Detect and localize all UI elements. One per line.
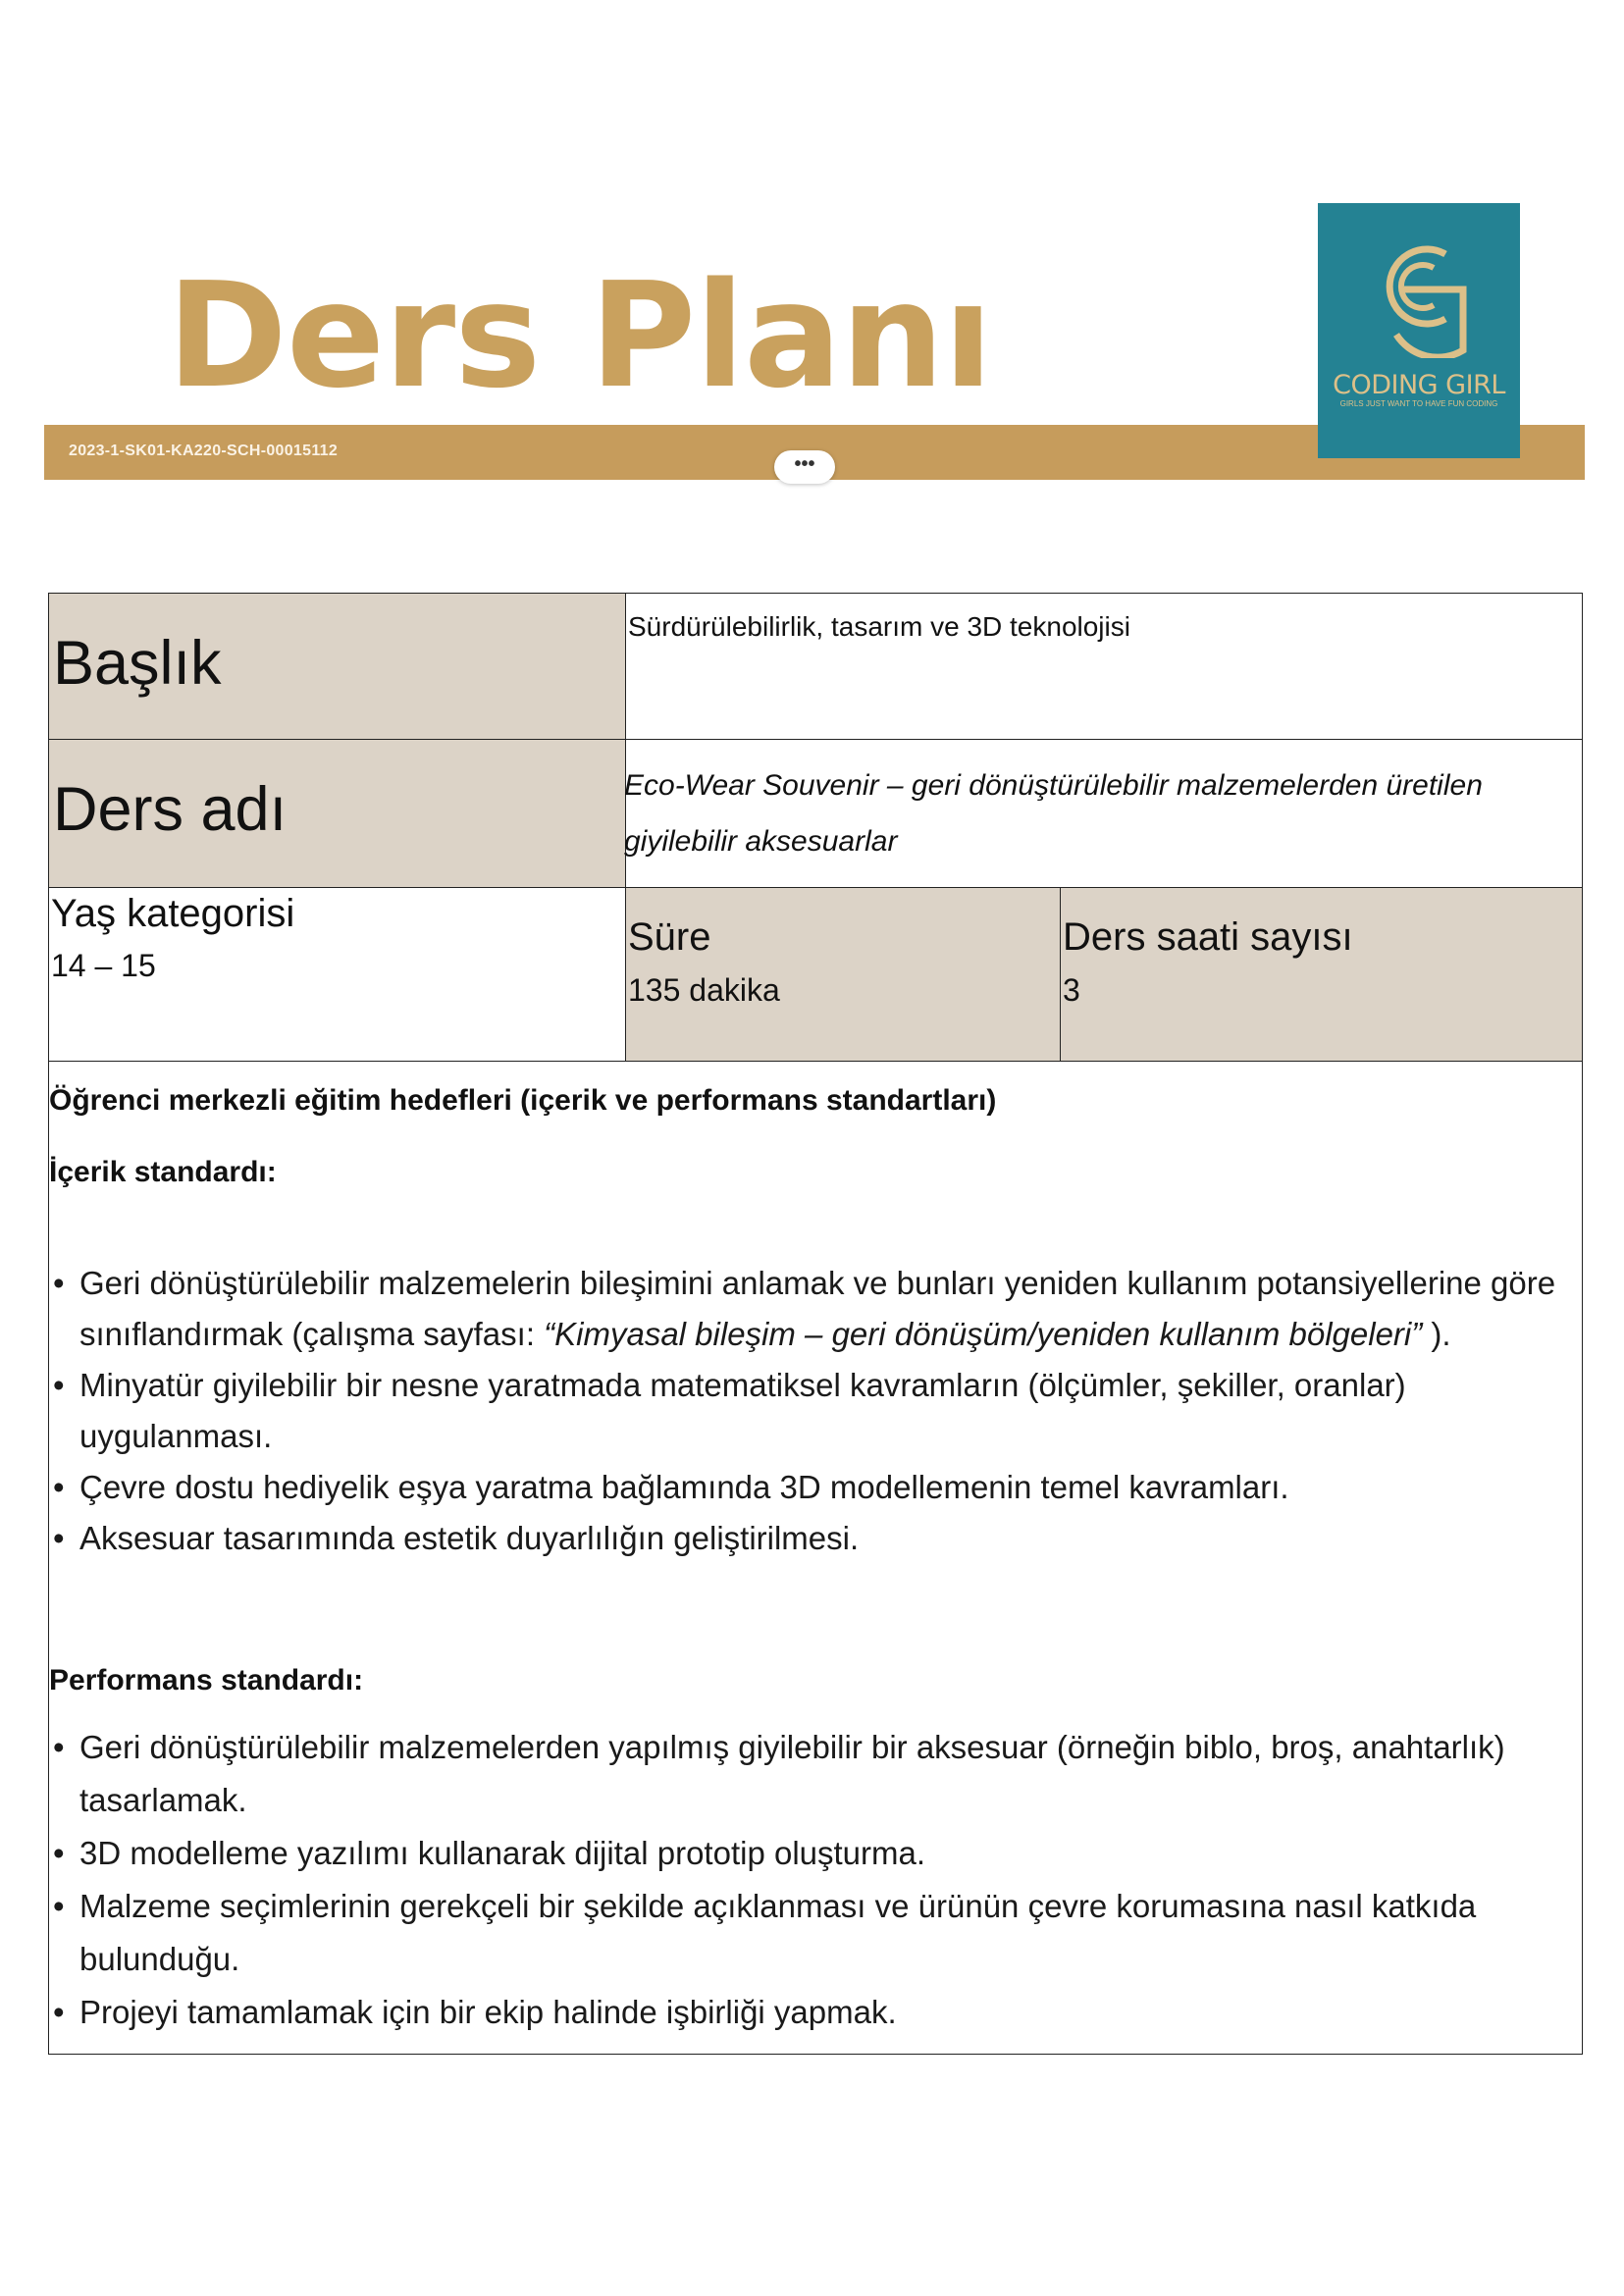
content-standard-heading: İçerik standardı: <box>49 1156 277 1188</box>
more-options-button[interactable]: ••• <box>774 450 835 484</box>
cg-monogram-icon <box>1367 233 1471 358</box>
list-item: • Malzeme seçimlerinin gerekçeli bir şekilde açıklanması ve ürünün çevre korumasına nasıl katkıda bulunduğu. <box>53 1888 1477 1977</box>
lesson-label-cell <box>48 739 626 888</box>
page-title: Ders Planı <box>167 251 992 420</box>
age-cell <box>48 887 626 1062</box>
coding-girl-logo <box>1318 203 1520 458</box>
title-label-cell <box>48 593 626 740</box>
duration-cell <box>625 887 1061 1062</box>
title-label: Başlık <box>53 629 222 698</box>
list-item: • Çevre dostu hediyelik eşya yaratma bağlamında 3D modellemenin temel kavramları. <box>53 1469 1289 1505</box>
lesson-value-cell <box>625 739 1583 888</box>
list-item: • Geri dönüştürülebilir malzemelerin bileşimini anlamak ve bunları yeniden kullanım potansiyellerine göre sınıflandırmak (çalışma sayfası: “Kimyasal bileşim – geri dönüşüm/yeniden kullanım bölgeleri” ). <box>53 1265 1556 1352</box>
age-label: Yaş kategorisi <box>51 892 295 935</box>
hours-label: Ders saati sayısı <box>1063 915 1353 959</box>
goals-cell <box>48 1061 1583 2055</box>
content-standard-list <box>53 1258 1584 1564</box>
duration-value: 135 dakika <box>628 972 780 1008</box>
lesson-label: Ders adı <box>53 775 288 844</box>
list-item: • Aksesuar tasarımında estetik duyarlılığın geliştirilmesi. <box>53 1520 860 1556</box>
hours-value: 3 <box>1063 972 1080 1008</box>
list-item: • Geri dönüştürülebilir malzemelerden yapılmış giyilebilir bir aksesuar (örneğin biblo, broş, anahtarlık) tasarlamak. <box>53 1729 1505 1818</box>
title-value-cell <box>625 593 1583 740</box>
performance-standard-heading: Performans standardı: <box>49 1664 364 1696</box>
duration-label: Süre <box>628 915 711 959</box>
list-item: • Projeyi tamamlamak için bir ekip halinde işbirliği yapmak. <box>53 1994 897 2030</box>
hours-cell <box>1060 887 1583 1062</box>
performance-standard-list <box>53 1721 1564 2039</box>
grant-code: 2023-1-SK01-KA220-SCH-00015112 <box>69 443 339 459</box>
title-value: Sürdürülebilirlik, tasarım ve 3D teknolojisi <box>628 611 1130 642</box>
age-value: 14 – 15 <box>51 948 156 983</box>
lesson-value: Eco-Wear Souvenir – geri dönüştürülebilir malzemelerden üretilen giyilebilir aksesuarlar <box>624 769 1483 858</box>
logo-name: CODING GIRL <box>1333 370 1505 400</box>
goals-heading: Öğrenci merkezli eğitim hedefleri (içerik ve performans standartları) <box>49 1084 997 1117</box>
list-item: • 3D modelleme yazılımı kullanarak dijital prototip oluşturma. <box>53 1835 926 1871</box>
logo-tagline: GIRLS JUST WANT TO HAVE FUN CODING <box>1339 399 1498 408</box>
list-item: • Minyatür giyilebilir bir nesne yaratmada matematiksel kavramların (ölçümler, şekiller, oranlar) uygulanması. <box>53 1367 1406 1454</box>
